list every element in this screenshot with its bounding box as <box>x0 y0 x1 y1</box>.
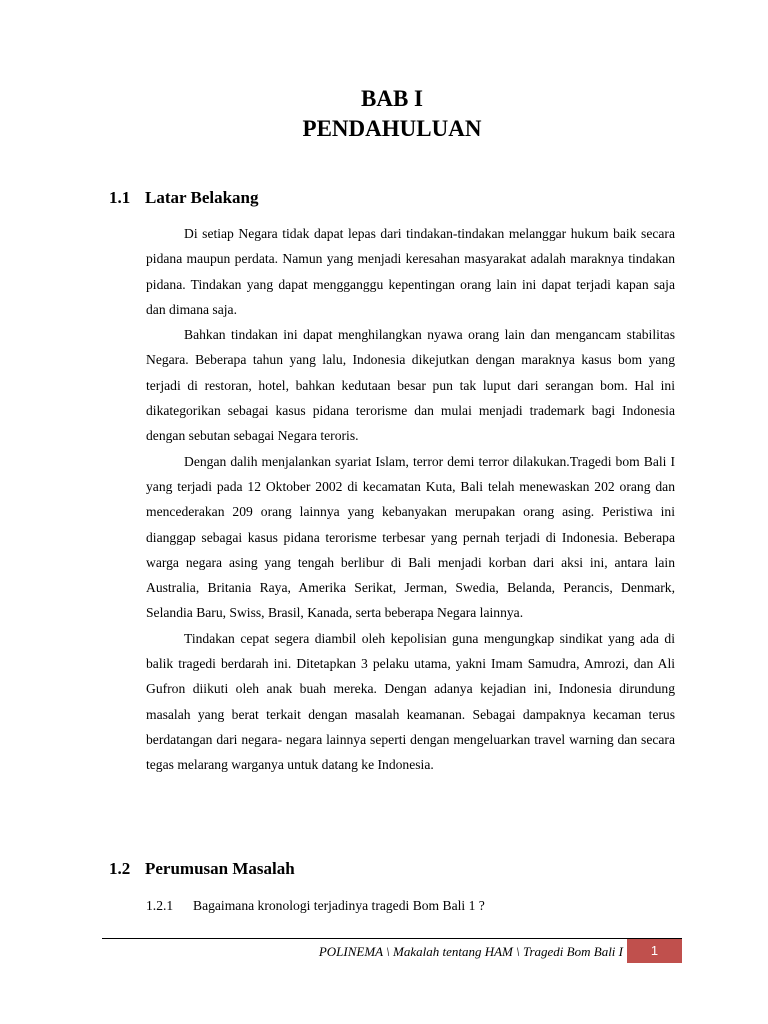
section-heading-perumusan-masalah <box>109 858 295 880</box>
footer-divider <box>102 938 682 939</box>
footer-text: POLINEMA \ Makalah tentang HAM \ Tragedi Bom Bali I <box>318 944 623 959</box>
paragraph: Dengan dalih menjalankan syariat Islam, terror demi terror dilakukan.Tragedi bom Bali I yang terjadi pada 12 Oktober 2002 di kecamatan Kuta, Bali telah menewaskan 202 orang dan mencederakan 209 orang lainnya yang kebanyakan merupakan orang asing. Peristiwa ini dianggap sebagai kasus pidana terorisme terbesar yang pernah terjadi di Indonesia. Beberapa warga negara asing yang tengah berlibur di Bali menjadi korban dari aksi ini, antara lain Australia, Britania Raya, Amerika Serikat, Jerman, Swedia, Belanda, Perancis, Denmark, Selandia Baru, Swiss, Brasil, Kanada, serta beberapa Negara lainnya. <box>146 453 675 621</box>
section-title: Latar Belakang <box>145 188 259 207</box>
section-number: 1.1 <box>109 188 131 207</box>
paragraph: Bahkan tindakan ini dapat menghilangkan nyawa orang lain dan mengancam stabilitas Negara. Beberapa tahun yang lalu, Indonesia dikejutkan dengan maraknya kasus bom yang terjadi di restoran, hotel, bahkan kedutaan besar pun tak luput dari serangan bom. Hal ini dikategorikan sebagai kasus pidana terorisme dan mulai menjadi trademark bagi Indonesia dengan sebutan sebagai Negara teroris. <box>146 327 675 444</box>
paragraph: Di setiap Negara tidak dapat lepas dari tindakan-tindakan melanggar hukum baik secara pidana maupun perdata. Namun yang menjadi keresahan masyarakat adalah maraknya tindakan pidana. Tindakan yang dapat mengganggu kepentingan orang lain ini dapat terjadi kapan saja dan dimana saja. <box>146 226 675 317</box>
problem-item-number: 1.2.1 <box>146 898 174 913</box>
page-number: 1 <box>627 939 682 963</box>
chapter-number: BAB I <box>361 86 423 111</box>
chapter-title: PENDAHULUAN <box>302 116 482 141</box>
body-text <box>146 221 675 778</box>
section-heading-latar-belakang <box>109 187 259 209</box>
section-title: Perumusan Masalah <box>145 859 295 878</box>
problem-item-text: Bagaimana kronologi terjadinya tragedi Bom Bali 1 ? <box>193 898 485 913</box>
chapter-heading <box>0 84 768 144</box>
paragraph: Tindakan cepat segera diambil oleh kepolisian guna mengungkap sindikat yang ada di balik tragedi berdarah ini. Ditetapkan 3 pelaku utama, yakni Imam Samudra, Amrozi, dan Ali Gufron diikuti oleh anak buah mereka. Dengan adanya kejadian ini, Indonesia dirundung masalah yang berat terkait dengan masalah keamanan. Sebagai dampaknya kecaman terus berdatangan dari negara- negara lainnya seperti dengan mengeluarkan travel warning dan secara tegas melarang warganya untuk datang ke Indonesia. <box>146 630 675 773</box>
section-number: 1.2 <box>109 859 131 878</box>
problem-item <box>146 895 485 917</box>
